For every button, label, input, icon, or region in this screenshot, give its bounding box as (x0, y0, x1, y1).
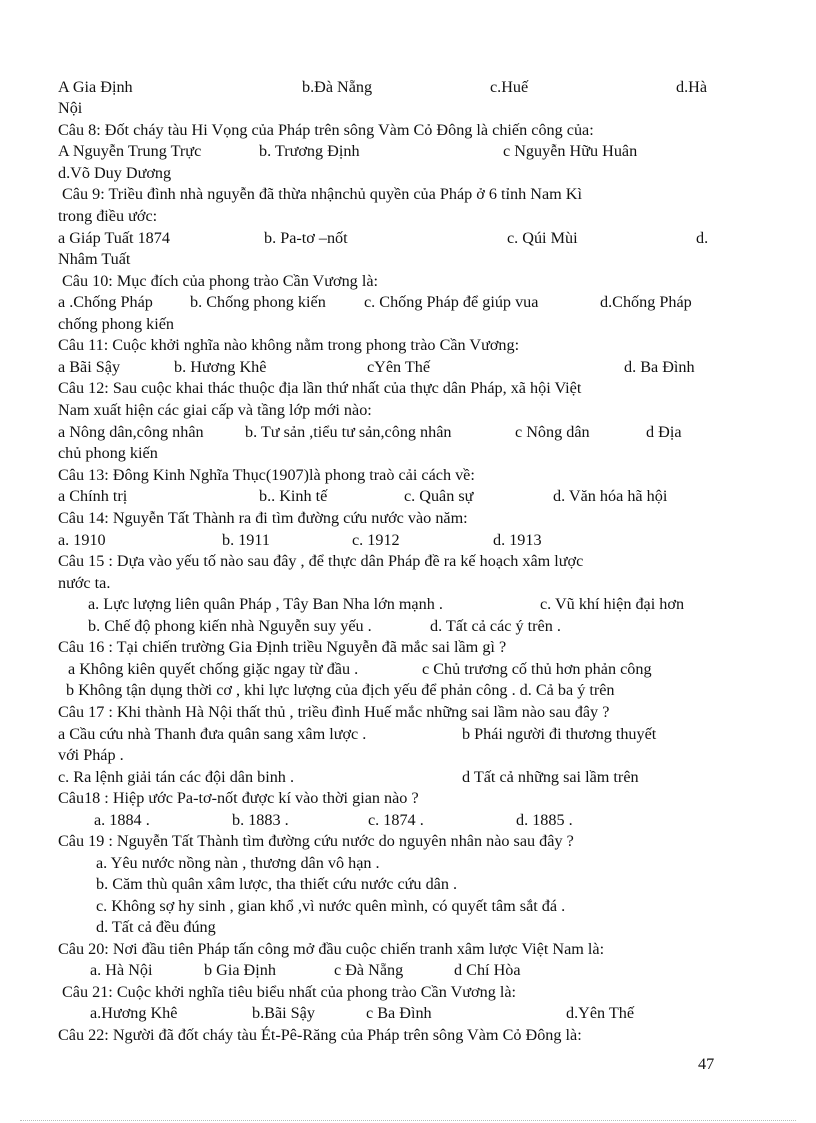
answer-option: d.Yên Thế (566, 1004, 635, 1022)
line-text: b. Chế độ phong kiến nhà Nguyễn suy yếu . (88, 617, 372, 635)
line-text: a .Chống Pháp (58, 293, 153, 311)
line-text: Câu 13: Đông Kinh Nghĩa Thục(1907)là phong traò cải cách về: (58, 466, 475, 484)
line-text: a Không kiên quyết chống giặc ngay từ đầu . (68, 660, 359, 678)
line-text: Câu 16 : Tại chiến trường Gia Định triều Nguyễn đã mắc sai lầm gì ? (58, 638, 507, 656)
answer-option: b.Bãi Sậy (252, 1004, 315, 1022)
line-text: a Giáp Tuất 1874 (58, 229, 170, 247)
line-text: nước ta. (58, 574, 111, 592)
answer-option: c. Qúi Mùi (507, 229, 578, 247)
line-text: chủ phong kiến (58, 444, 158, 462)
line-text: chống phong kiến (58, 315, 174, 333)
answer-option: c Ba Đình (366, 1004, 432, 1022)
line-text: a. 1910 (58, 531, 106, 549)
line-text: A Gia Định (58, 78, 133, 96)
line-text: a. Hà Nội (90, 961, 153, 979)
line-text: b Không tận dụng thời cơ , khi lực lượng của địch yếu để phản công . d. Cả ba ý trên (66, 681, 615, 699)
line-text: a Chính trị (58, 487, 128, 505)
line-text: trong điều ước: (58, 207, 158, 225)
page-number: 47 (698, 1055, 715, 1073)
line-text: a.Hương Khê (90, 1004, 178, 1022)
answer-option: c. 1912 (352, 531, 400, 549)
answer-option: d. Ba Đình (624, 358, 695, 376)
line-text: d.Võ Duy Dương (58, 164, 172, 182)
answer-option: d Tất cả những sai lầm trên (462, 768, 639, 786)
answer-option: b.. Kinh tế (259, 487, 328, 505)
answer-option: c. Chống Pháp để giúp vua (364, 293, 539, 311)
answer-option: d. 1913 (493, 531, 542, 549)
line-text: với Pháp . (58, 746, 124, 764)
line-text: Câu 19 : Nguyễn Tất Thành tìm đường cứu nước do nguyên nhân nào sau đây ? (58, 832, 574, 850)
line-text: Câu 11: Cuộc khởi nghĩa nào không nằm trong phong trào Cần Vương: (58, 336, 520, 354)
answer-option: c Nông dân (515, 423, 590, 441)
answer-option: d. (696, 229, 709, 247)
line-text: a Cầu cứu nhà Thanh đưa quân sang xâm lược . (58, 725, 367, 743)
answer-option: b Phái người đi thương thuyết (462, 725, 657, 743)
answer-option: c. Vũ khí hiện đại hơn (540, 595, 685, 613)
line-text: Câu18 : Hiệp ước Pa-tơ-nốt được kí vào thời gian nào ? (58, 789, 419, 807)
answer-option: c Đà Nẵng (334, 961, 404, 979)
answer-option: c. 1874 . (368, 811, 424, 829)
answer-option: d Địa (646, 423, 682, 441)
line-text: Câu 14: Nguyễn Tất Thành ra đi tìm đường cứu nước vào năm: (58, 509, 468, 527)
line-text: Câu 8: Đốt cháy tàu Hi Vọng của Pháp trên sông Vàm Cỏ Đông là chiến công của: (58, 121, 594, 139)
answer-option: b. Trương Định (259, 142, 360, 160)
answer-option: b.Đà Nẵng (302, 78, 373, 96)
line-text: Câu 15 : Dựa vào yếu tố nào sau đây , để thực dân Pháp đề ra kế hoạch xâm lược (58, 552, 584, 570)
line-text: Câu 10: Mục đích của phong trào Cần Vương là: (62, 272, 378, 290)
line-text: Câu 22: Người đã đốt cháy tàu Ét-Pê-Răng của Pháp trên sông Vàm Cỏ Đông là: (58, 1026, 582, 1044)
answer-option: d Chí Hòa (454, 961, 521, 979)
line-text: c. Ra lệnh giải tán các đội dân binh . (58, 768, 294, 786)
answer-option: d. Tất cả các ý trên . (430, 617, 561, 635)
line-text: Nhâm Tuất (58, 250, 131, 268)
line-text: Nam xuất hiện các giai cấp và tầng lớp mới nào: (58, 401, 372, 419)
answer-option: b Gia Định (204, 961, 276, 979)
line-text: Nội (58, 99, 83, 117)
page-divider (20, 1120, 796, 1121)
answer-option: d.Chống Pháp (600, 293, 692, 311)
answer-option: c Chủ trương cố thủ hơn phản công (422, 660, 652, 678)
line-text: a. 1884 . (94, 811, 150, 829)
answer-option: c.Huế (490, 78, 529, 96)
line-text: A Nguyễn Trung Trực (58, 142, 202, 160)
answer-option: d. 1885 . (516, 811, 573, 829)
answer-option: d. Văn hóa hã hội (553, 487, 668, 505)
answer-option: d.Hà (676, 78, 708, 96)
line-text: a. Yêu nước nồng nàn , thương dân vô hạn . (96, 854, 380, 872)
line-text: b. Căm thù quân xâm lược, tha thiết cứu nước cứu dân . (96, 875, 458, 893)
line-text: Câu 9: Triều đình nhà nguyễn đã thừa nhậnchủ quyền của Pháp ở 6 tỉnh Nam Kì (62, 185, 582, 203)
answer-option: b. 1883 . (232, 811, 289, 829)
line-text: c. Không sợ hy sinh , gian khổ ,vì nước quên mình, có quyết tâm sắt đá . (96, 897, 566, 915)
line-text: a. Lực lượng liên quân Pháp , Tây Ban Nha lớn mạnh . (88, 595, 443, 613)
line-text: a Nông dân,công nhân (58, 423, 204, 441)
answer-option: b. Chống phong kiến (190, 293, 326, 311)
line-text: Câu 21: Cuộc khởi nghĩa tiêu biểu nhất của phong trào Cần Vương là: (62, 983, 517, 1001)
answer-option: b. Hương Khê (174, 358, 267, 376)
answer-option: cYên Thế (367, 358, 431, 376)
answer-option: c Nguyễn Hữu Huân (503, 142, 638, 160)
line-text: Câu 17 : Khi thành Hà Nội thất thủ , triều đình Huế mắc những sai lầm nào sau đây ? (58, 703, 610, 721)
answer-option: b. Tư sản ,tiểu tư sản,công nhân (245, 423, 452, 441)
answer-option: b. 1911 (222, 531, 270, 549)
line-text: Câu 12: Sau cuộc khai thác thuộc địa lần thứ nhất của thực dân Pháp, xã hội Việt (58, 379, 582, 397)
line-text: a Bãi Sậy (58, 358, 121, 376)
answer-option: b. Pa-tơ –nốt (264, 229, 348, 247)
answer-option: c. Quân sự (404, 487, 474, 505)
line-text: Câu 20: Nơi đầu tiên Pháp tấn công mở đầu cuộc chiến tranh xâm lược Việt Nam là: (58, 940, 605, 958)
line-text: d. Tất cả đều đúng (96, 918, 216, 936)
